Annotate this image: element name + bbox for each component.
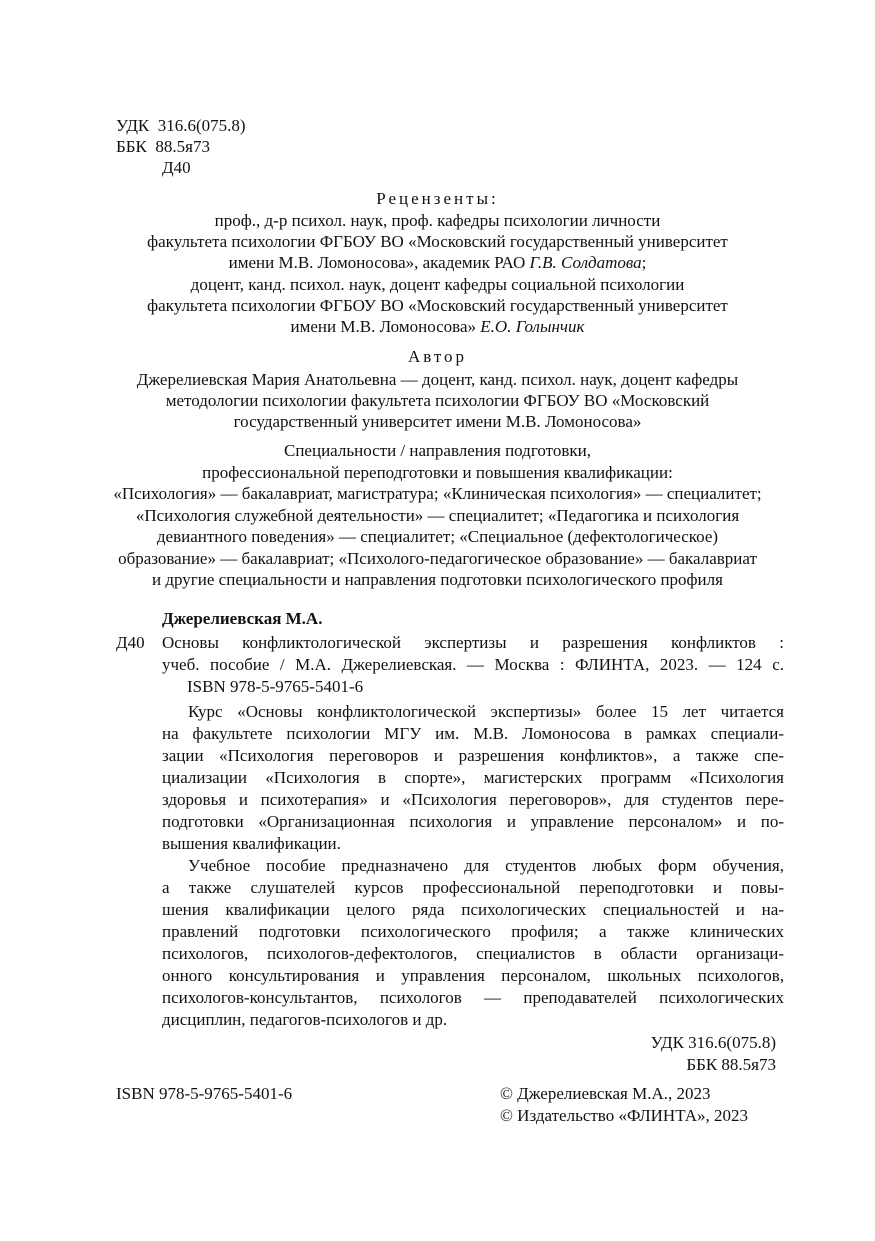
abstract-line: дисциплин, педагогов-психологов и др. <box>162 1010 448 1029</box>
specialty-line: образование» — бакалавриат; «Психолого-педагогическое образование» — бакалавриат <box>118 549 757 568</box>
specialty-line: «Психология» — бакалавриат, магистратура; «Клиническая психология» — специалитет; <box>113 484 762 503</box>
abstract-line: психологов-консультантов, психологов — преподавателей психологических <box>162 988 784 1007</box>
specialty-line: Специальности / направления подготовки, <box>283 441 591 460</box>
bib-title-line: учеб. пособие / М.А. Джерелиевская. — Москва : ФЛИНТА, 2023. — 124 с. <box>162 655 784 674</box>
specialty-line: и другие специальности и направления подготовки психологического профиля <box>152 570 723 589</box>
bib-title-line: Основы конфликтологической экспертизы и разрешения конфликтов : <box>162 633 784 652</box>
author-mark: Д40 <box>162 158 191 177</box>
footer-isbn: ISBN 978-5-9765-5401-6 <box>116 1084 293 1103</box>
author-line: государственный университет имени М.В. Ломоносова» <box>233 412 642 431</box>
bbk-line: ББК 88.5я73 <box>116 137 210 156</box>
reviewer-line: доцент, канд. психол. наук, доцент кафедры социальной психологии <box>190 275 685 294</box>
reviewer-line: проф., д-р психол. наук, проф. кафедры психологии личности <box>214 211 661 230</box>
abstract-line: вышения квалификации. <box>162 834 341 853</box>
abstract-line: подготовки «Организационная психология и управление персоналом» и по- <box>162 812 784 831</box>
specialty-line: «Психология служебной деятельности» — специалитет; «Педагогика и психология <box>135 506 740 525</box>
reviewer-line: имени М.В. Ломоносова» Е.О. Голынчик <box>290 317 585 336</box>
bib-mark: Д40 <box>116 633 145 652</box>
abstract-line: здоровья и психотерапия» и «Психология переговоров», для студентов пере- <box>162 790 784 809</box>
reviewer-line: имени М.В. Ломоносова», академик РАО Г.В. Солдатова; <box>228 253 647 272</box>
abstract-line: Курс «Основы конфликтологической экспертизы» более 15 лет читается <box>188 702 784 721</box>
abstract-line: психологов, психологов-дефектологов, специалистов в области организаци- <box>162 944 784 963</box>
specialty-line: девиантного поведения» — специалитет; «Специальное (дефектологическое) <box>156 527 719 546</box>
author-line: Джерелиевская Мария Анатольевна — доцент, канд. психол. наук, доцент кафедры <box>136 370 739 389</box>
bib-heading: Джерелиевская М.А. <box>162 609 323 628</box>
reviewer-line: факультета психологии ФГБОУ ВО «Московский государственный университет <box>147 296 728 315</box>
footer-bbk: ББК 88.5я73 <box>686 1055 776 1074</box>
copyright-author: © Джерелиевская М.А., 2023 <box>500 1084 711 1103</box>
author-line: методологии психологии факультета психологии ФГБОУ ВО «Московский <box>165 391 710 410</box>
abstract-line: циализации «Психология в спорте», магистерских программ «Психология <box>162 768 784 787</box>
abstract-line: на факультете психологии МГУ им. М.В. Ломоносова в рамках специали- <box>162 724 784 743</box>
abstract-line: правлений подготовки психологического профиля; а также клинических <box>162 922 784 941</box>
reviewers-label: Рецензенты: <box>376 189 499 208</box>
reviewer-name: Г.В. Солдатова <box>529 253 642 272</box>
abstract-line: зации «Психология переговоров и разрешения конфликтов», а также спе- <box>162 746 784 765</box>
abstract-line: а также слушателей курсов профессиональной переподготовки и повы- <box>162 878 784 897</box>
copyright-publisher: © Издательство «ФЛИНТА», 2023 <box>500 1106 749 1125</box>
abstract-line: шения квалификации целого ряда психологических специальностей и на- <box>162 900 784 919</box>
specialty-line: профессиональной переподготовки и повышения квалификации: <box>202 463 673 482</box>
author-label: Автор <box>407 347 468 366</box>
udk-line: УДК 316.6(075.8) <box>116 116 246 135</box>
abstract-line: онного консультирования и управления персоналом, школьных психологов, <box>162 966 784 985</box>
abstract-line: Учебное пособие предназначено для студентов любых форм обучения, <box>188 856 784 875</box>
bib-isbn: ISBN 978-5-9765-5401-6 <box>187 677 364 696</box>
reviewer-name: Е.О. Голынчик <box>480 317 585 336</box>
reviewer-line: факультета психологии ФГБОУ ВО «Московский государственный университет <box>147 232 728 251</box>
footer-udk: УДК 316.6(075.8) <box>650 1033 776 1052</box>
